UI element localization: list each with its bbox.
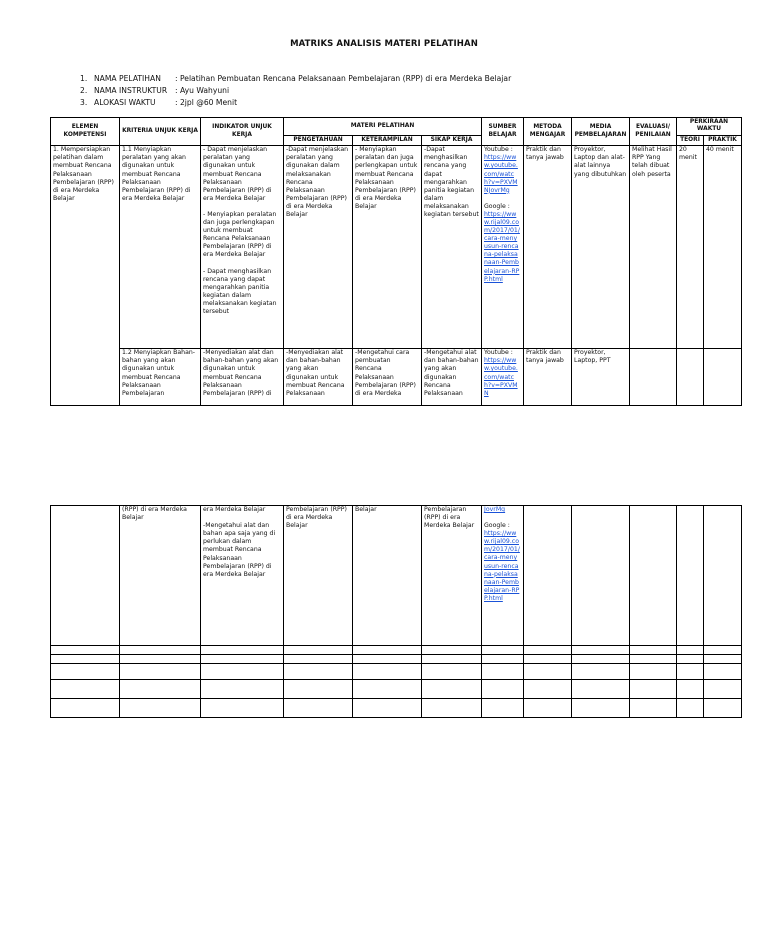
cell-praktik: 40 menit	[706, 146, 734, 154]
matrix-table-page-1	[50, 117, 742, 406]
table-row	[51, 680, 742, 699]
header-media: MEDIA PEMBELAJARAN	[572, 118, 630, 146]
cell-indikator: era Merdeka Belajar -Mengetahui alat dan bahan apa saja yang di perlukan dalam membuat Rencana Pelaksanaan Pembelajaran (RPP) di era Merdeka Belajar	[203, 506, 276, 578]
header-sikap: SIKAP KERJA	[422, 135, 482, 145]
header-kriteria: KRITERIA UNJUK KERJA	[120, 118, 201, 146]
header-indikator: INDIKATOR UNJUK KERJA	[201, 118, 284, 146]
cell-indikator: -Menyediakan alat dan bahan-bahan yang akan digunakan untuk membuat Rencana Pelaksanaan Pembelajaran (RPP) di	[203, 349, 279, 397]
training-info	[80, 73, 511, 108]
cell-sikap: -Mengetahui alat dan bahan-bahan yang akan digunakan Rencana Pelaksanaan	[424, 349, 479, 397]
source-label-youtube: Youtube :	[484, 349, 513, 357]
info-row-training-name	[80, 73, 511, 85]
info-label: NAMA PELATIHAN	[94, 74, 161, 83]
matrix-table-page-2	[50, 505, 742, 718]
source-link-google[interactable]: https://www.rijal09.com/2017/01/cara-menyusun-rencana-pelaksanaan-Pembelajaran-RPP.html	[484, 210, 520, 283]
info-number: 3.	[80, 97, 88, 107]
info-row-instructor	[80, 85, 511, 97]
header-keterampilan: KETERAMPILAN	[353, 135, 422, 145]
info-label: NAMA INSTRUKTUR	[94, 85, 168, 95]
header-sumber: SUMBER BELAJAR	[482, 118, 524, 146]
cell-metoda: Praktik dan tanya jawab	[526, 349, 564, 365]
cell-metoda: Praktik dan tanya jawab	[526, 146, 564, 162]
cell-kriteria: (RPP) di era Merdeka Belajar	[122, 506, 187, 522]
header-elemen: ELEMEN KOMPETENSI	[51, 118, 120, 146]
cell-elemen: 1. Mempersiapkan pelatihan dalam membuat Rencana Pelaksanaan Pembelajaran (RPP) di era Merdeka Belajar	[53, 146, 114, 202]
info-value: : Pelatihan Pembuatan Rencana Pelaksanaan Pembelajaran (RPP) di era Merdeka Belajar	[175, 74, 512, 83]
cell-keterampilan: - Menyiapkan peralatan dan juga perlengkapan untuk membuat Rencana Pelaksanaan Pembelajaran (RPP) di era Merdeka Belajar	[355, 146, 418, 210]
info-value: : 2jpl @60 Menit	[175, 97, 238, 107]
cell-pengetahuan: -Menyediakan alat dan bahan-bahan yang akan digunakan untuk membuat Rencana Pelaksanaan	[286, 349, 345, 397]
cell-sikap: -Dapat menghasilkan rencana yang dapat mengarahkan panitia kegiatan dalam melaksanakan kegiatan tersebut	[424, 146, 479, 218]
source-link-youtube[interactable]: https://www.youtube.com/watch?v=PXVMNJovrMg	[484, 154, 518, 194]
source-link-google[interactable]: https://www.rijal09.com/2017/01/cara-menyusun-rencana-pelaksanaan-Pembelajaran-RPP.html	[484, 530, 520, 602]
info-label: ALOKASI WAKTU	[94, 97, 156, 107]
header-pengetahuan: PENGETAHUAN	[284, 135, 353, 145]
header-materi: MATERI PELATIHAN	[284, 118, 482, 136]
info-row-time-allocation	[80, 97, 511, 109]
cell-kriteria: 1.1 Menyiapkan peralatan yang akan digunakan untuk membuat Rencana Pelaksanaan Pembelajaran (RPP) di era Merdeka Belajar	[122, 146, 191, 202]
header-evaluasi: EVALUASI/ PENILAIAN	[630, 118, 677, 146]
source-link-youtube[interactable]: https://www.youtube.com/watch?v=PXVMN	[484, 357, 518, 397]
table-row	[51, 506, 742, 646]
table-row	[51, 646, 742, 655]
cell-media: Proyektor, Laptop, PPT	[574, 349, 611, 365]
cell-teori: 20 menit	[679, 146, 697, 162]
header-metoda: METODA MENGAJAR	[524, 118, 572, 146]
source-label-google: Google :	[484, 202, 510, 210]
info-number: 2.	[80, 85, 88, 95]
cell-pengetahuan: -Dapat menjelaskan peralatan yang digunakan dalam melaksanakan Rencana Pelaksanaan Pembelajaran (RPP) di era Merdeka Belajar	[286, 146, 349, 218]
header-praktik: PRAKTIK	[704, 135, 742, 145]
cell-keterampilan: Belajar	[355, 506, 377, 513]
source-link-youtube[interactable]: JovrMg	[484, 506, 506, 513]
table-row	[51, 349, 742, 406]
header-teori: TEORI	[677, 135, 704, 145]
table-row	[51, 664, 742, 680]
source-label-google: Google :	[484, 522, 510, 530]
header-perkiraan: PERKIRAAN WAKTU	[677, 118, 742, 136]
source-label-youtube: Youtube :	[484, 146, 513, 154]
cell-pengetahuan: Pembelajaran (RPP) di era Merdeka Belajar	[286, 506, 347, 530]
cell-sikap: Pembelajaran (RPP) di era Merdeka Belajar	[424, 506, 475, 530]
cell-indikator: - Dapat menjelaskan peralatan yang digunakan untuk membuat Rencana Pelaksanaan Pembelajaran (RPP) di era Merdeka Belajar - Menyiapkan peralatan dan juga perlengkapan untuk membuat Rencana Pelaksanaan Pembelajaran (RPP) di era Merdeka Belajar - Dapat menghasilkan rencana yang dapat mengarahkan panitia kegiatan dalam melaksanakan kegiatan tersebut	[203, 146, 277, 316]
cell-keterampilan: -Mengetahui cara pembuatan Rencana Pelaksanaan Pembelajaran (RPP) di era Merdeka	[355, 349, 416, 397]
info-number: 1.	[80, 74, 88, 83]
cell-evaluasi: Melihat Hasil RPP Yang telah dibuat oleh peserta	[632, 146, 672, 178]
table-row	[51, 146, 742, 349]
cell-kriteria: 1.2 Menyiapkan Bahan-bahan yang akan digunakan untuk membuat Rencana Pelaksanaan Pembelajaran	[122, 349, 196, 397]
table-row	[51, 699, 742, 718]
cell-media: Proyektor, Laptop dan alat-alat lainnya yang dibutuhkan	[574, 146, 627, 178]
info-value: : Ayu Wahyuni	[175, 85, 230, 95]
document-title: MATRIKS ANALISIS MATERI PELATIHAN	[290, 39, 478, 49]
table-row	[51, 655, 742, 664]
